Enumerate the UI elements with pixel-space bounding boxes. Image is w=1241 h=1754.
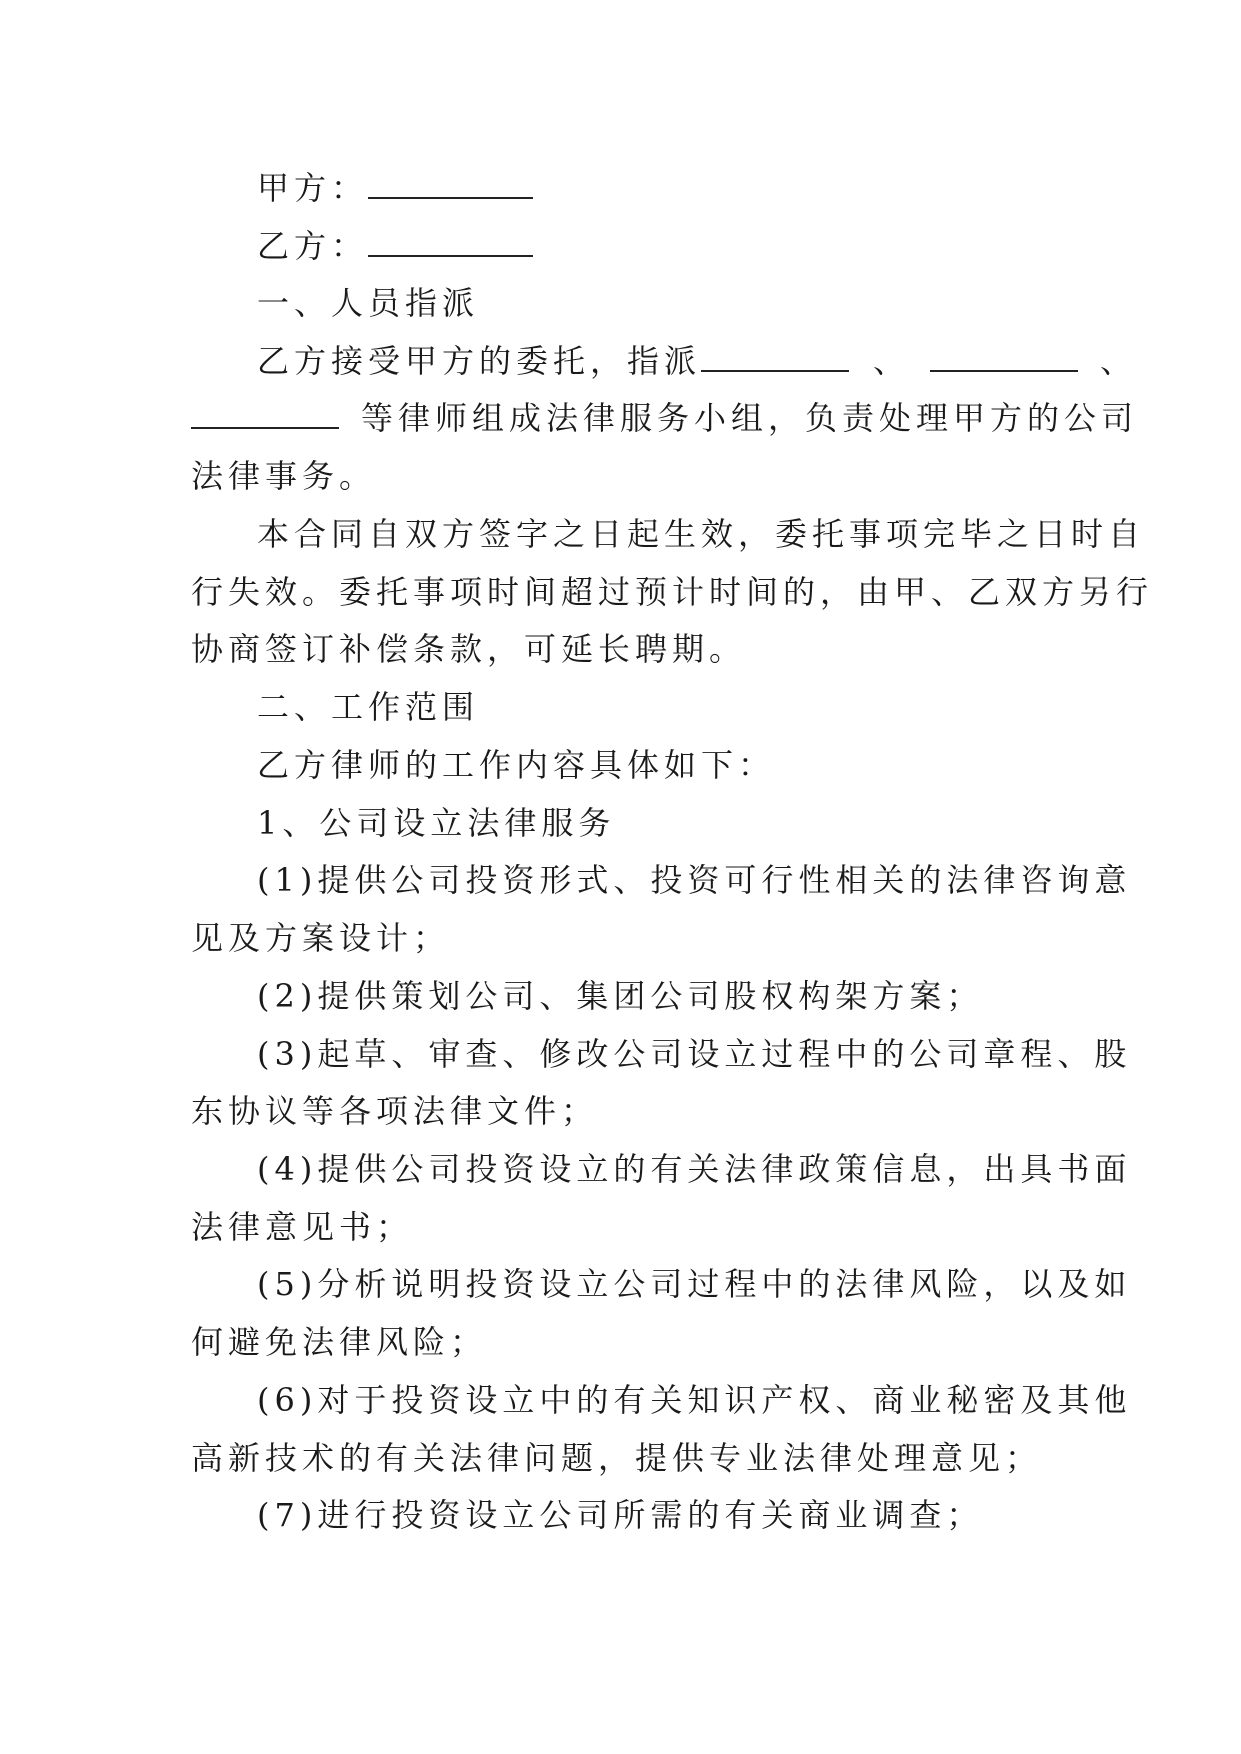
lawyer-blank-2 (930, 346, 1078, 372)
section2-heading: 二、工作范围 (257, 688, 480, 726)
item-6-line1: (6)对于投资设立中的有关知识产权、商业秘密及其他 (257, 1381, 1132, 1419)
party-a-blank (368, 173, 533, 199)
item-1-line2: 见及方案设计； (191, 919, 451, 957)
para1-text: 乙方接受甲方的委托，指派 (257, 342, 702, 380)
section1-heading: 一、人员指派 (257, 284, 480, 322)
party-b-line (257, 226, 533, 266)
item-6-line2: 高新技术的有关法律问题，提供专业法律处理意见； (191, 1439, 1043, 1477)
party-b-blank (368, 231, 533, 257)
item-4-line1: (4)提供公司投资设立的有关法律政策信息，出具书面 (257, 1150, 1132, 1188)
party-b-label: 乙方： (257, 227, 369, 265)
separator: 、 (1100, 342, 1138, 380)
lawyer-blank-1 (701, 346, 849, 372)
party-a-line (257, 168, 533, 208)
separator: 、 (873, 342, 911, 380)
item-5-line1: (5)分析说明投资设立公司过程中的法律风险，以及如 (257, 1265, 1132, 1303)
item-3-line1: (3)起草、审查、修改公司设立过程中的公司章程、股 (257, 1035, 1132, 1073)
item-3-line2: 东协议等各项法律文件； (191, 1092, 599, 1130)
section2-intro: 乙方律师的工作内容具体如下： (257, 746, 776, 784)
lawyer-blank-3 (191, 403, 339, 429)
para1-text: 等律师组成法律服务小组，负责处理甲方的公司 (361, 399, 1139, 437)
item-1-line1: (1)提供公司投资形式、投资可行性相关的法律咨询意 (257, 861, 1132, 899)
section1-para2-line2: 行失效。委托事项时间超过预计时间的，由甲、乙双方另行 (191, 573, 1154, 611)
party-a-label: 甲方： (257, 169, 369, 207)
item-4-line2: 法律意见书； (191, 1208, 414, 1246)
item-7-line1: (7)进行投资设立公司所需的有关商业调查； (257, 1496, 984, 1534)
section1-para1-line3: 法律事务。 (191, 457, 377, 495)
item-2-line1: (2)提供策划公司、集团公司股权构架方案； (257, 977, 984, 1015)
item-5-line2: 何避免法律风险； (191, 1323, 488, 1361)
section1-para1-line2 (191, 398, 1138, 438)
section1-para1-line1 (257, 341, 1137, 381)
section1-para2-line1: 本合同自双方签字之日起生效，委托事项完毕之日时自 (257, 515, 1146, 553)
section1-para2-line3: 协商签订补偿条款，可延长聘期。 (191, 630, 747, 668)
section2-sub1: 1、公司设立法律服务 (257, 804, 616, 842)
